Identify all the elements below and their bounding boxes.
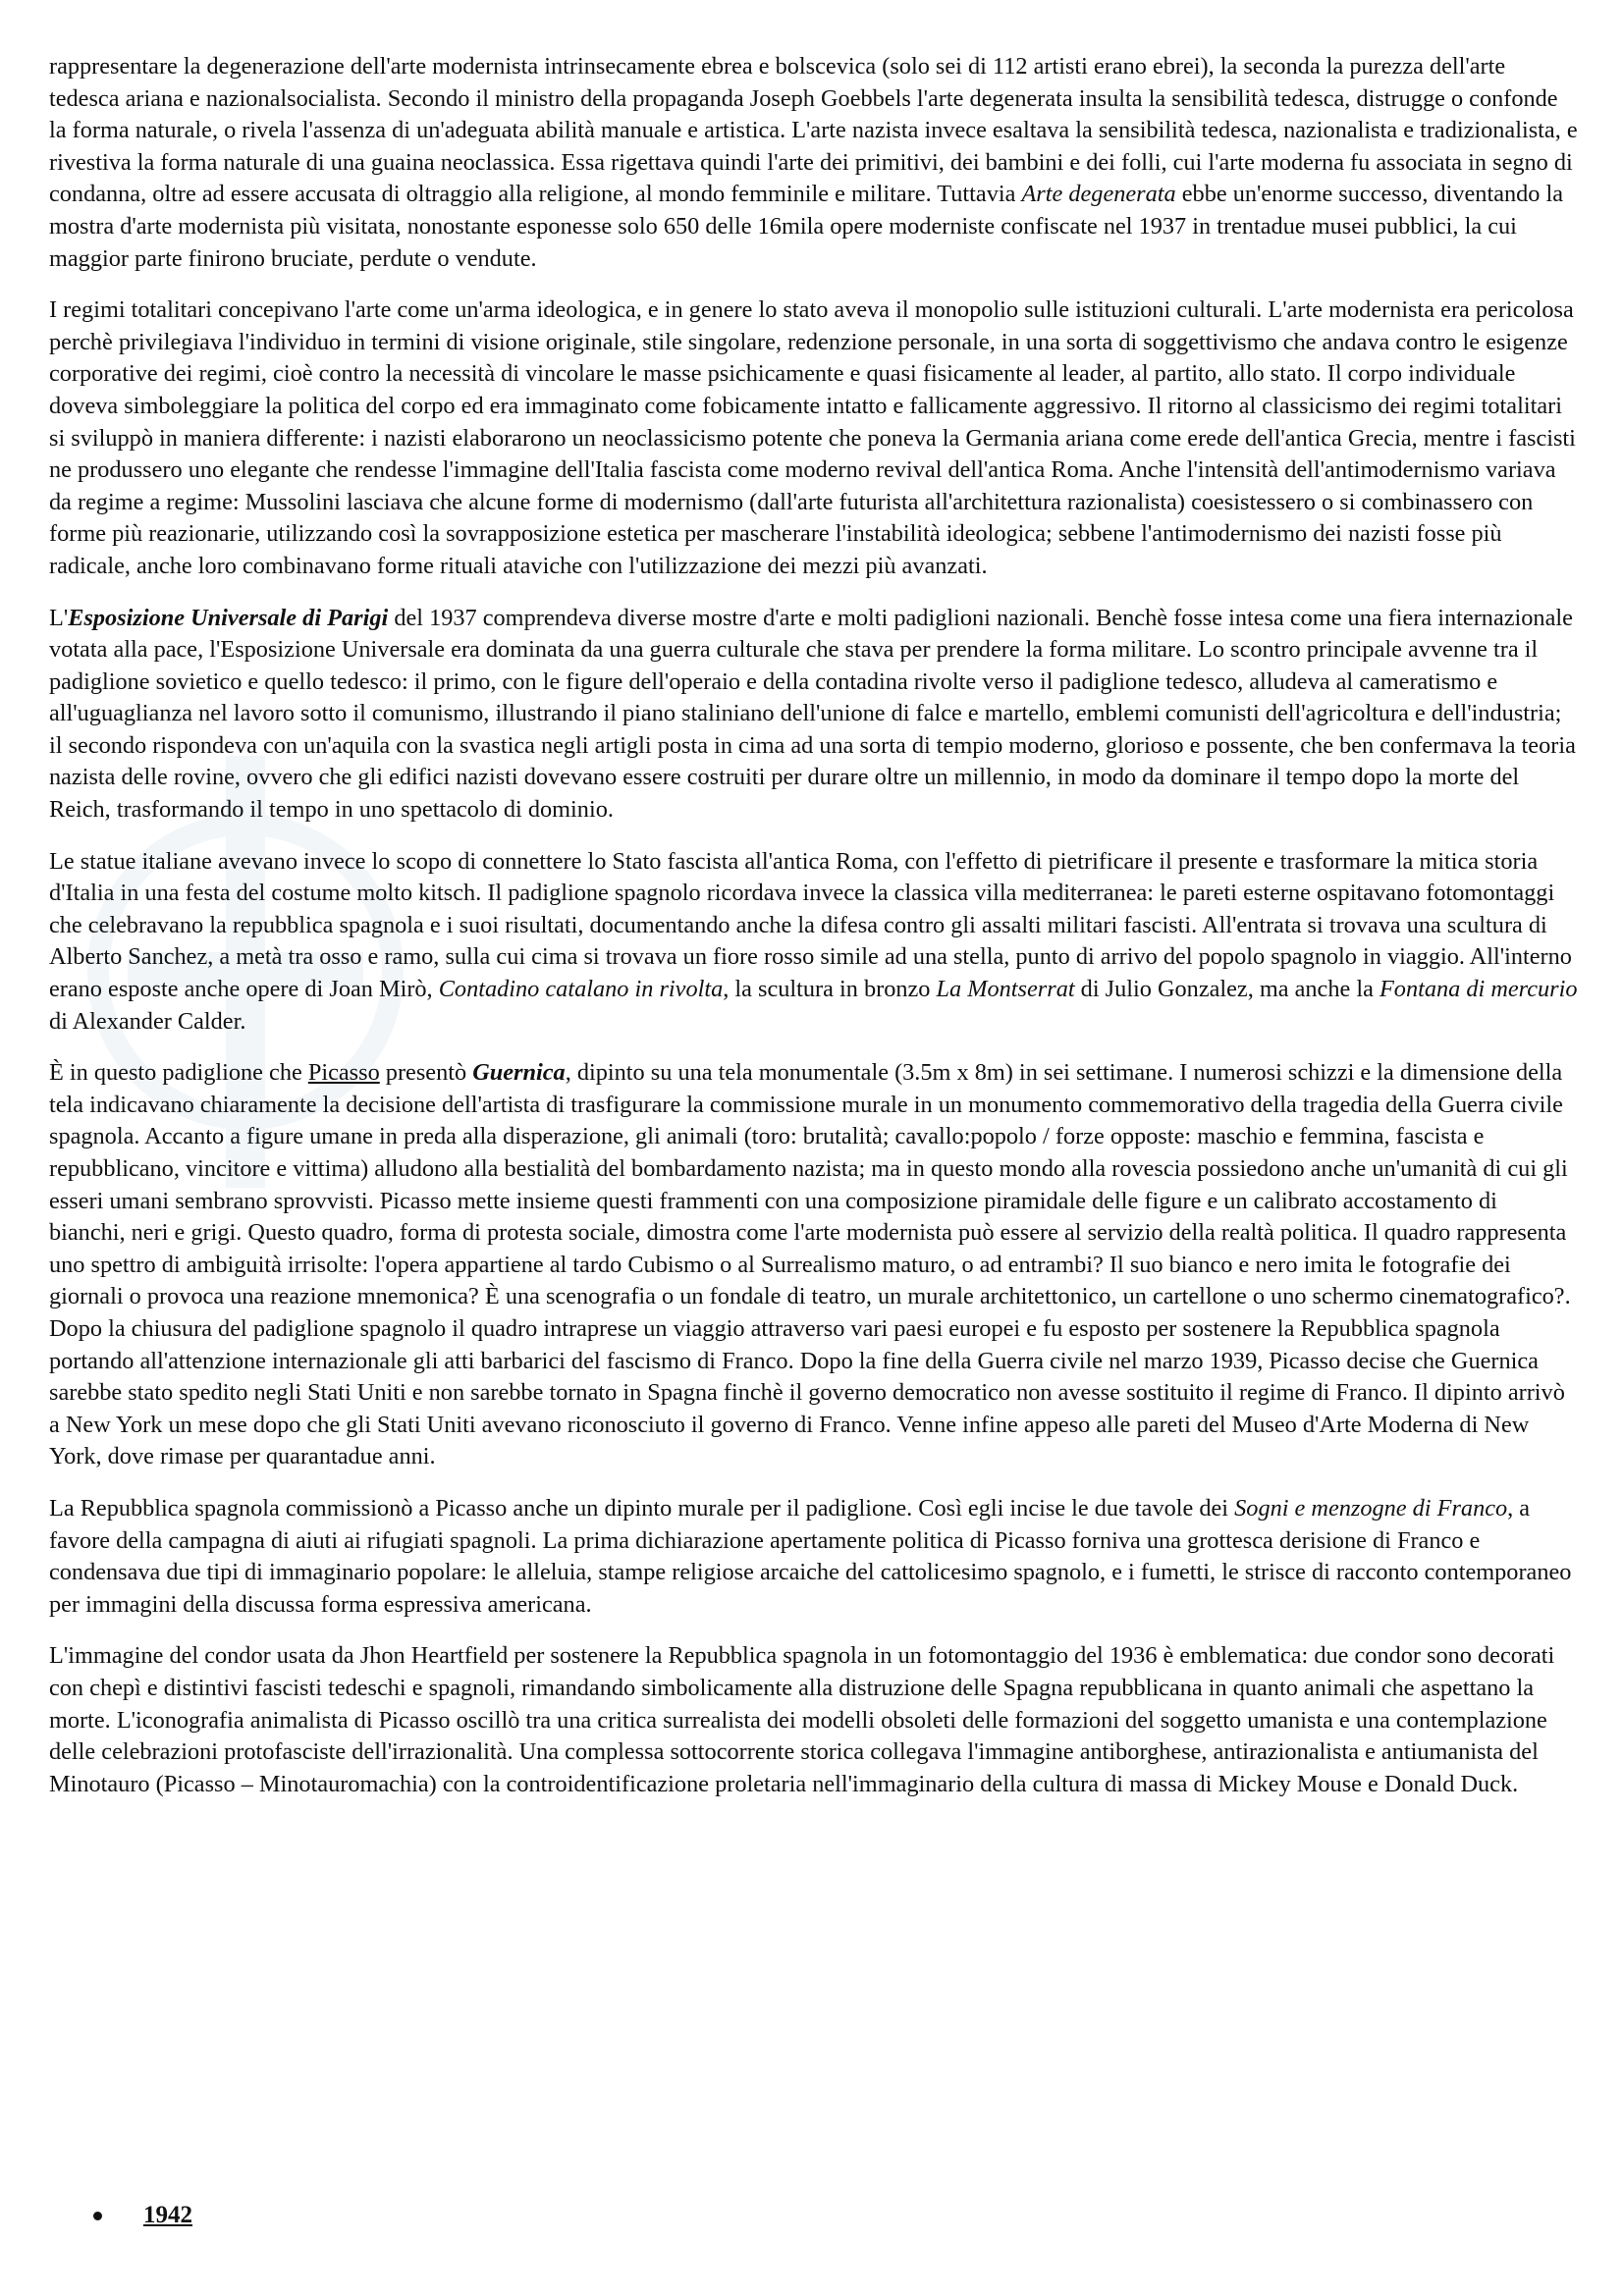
text-run: rappresentare la degenerazione dell'arte modernista intrinsecamente ebrea e bolscevica (solo sei di 112 artisti erano ebrei), la seconda la purezza dell'arte tedesca ariana e nazionalsocialista. Secondo il ministro della propaganda Joseph Goebbels l'arte degenerata insulta la sensibilità tedesca, distrugge o confonde la forma naturale, o rivela l'assenza di un'adeguata abilità manuale e artistica. L'arte nazista invece esaltava la sensibilità tedesca, nazionalista e tradizionalista, e rivestiva la forma naturale di una guaina neoclassica. Essa rigettava quindi l'arte dei primitivi, dei bambini e dei folli, cui l'arte moderna fu associata in segno di condanna, oltre ad essere accusata di oltraggio alla religione, al mondo femminile e militare. Tuttavia — [49, 53, 1578, 208]
emphasized-text: La Montserrat — [936, 976, 1075, 1003]
emphasized-text: Arte degenerata — [1021, 181, 1176, 208]
bullet-list-item — [93, 2202, 192, 2229]
text-run: È in questo padiglione che — [49, 1059, 308, 1087]
emphasized-text: Esposizione Universale di Parigi — [68, 604, 389, 631]
text-run: presentò — [379, 1059, 473, 1087]
text-run: di Julio Gonzalez, ma anche la — [1074, 976, 1380, 1003]
text-run: ebbe un'enorme successo, diventando la mostra d'arte modernista più visitata, nonostante esponesse solo 650 delle 16mila opere moderniste confiscate nel 1937 in trentadue musei pubblici, la cui maggior parte finirono bruciate, perdute o vendute. — [49, 181, 1564, 272]
paragraph — [49, 1640, 1579, 1800]
text-run: , dipinto su una tela monumentale (3.5m x 8m) in sei settimane. I numerosi schizzi e la dimensione della tela indicavano chiaramente la decisione dell'artista di trasfigurare la commissione murale in un monumento commemorativo della tragedia della Guerra civile spagnola. Accanto a figure umane in preda alla disperazione, gli animali (toro: brutalità; cavallo:popolo / forze opposte: maschio e femmina, fascista e repubblicano, vincitore e vittima) alludono alla bestialità del bombardamento nazista; ma in questo mondo alla rovescia possiedono anche un'umanità di cui gli esseri umani sembrano sprovvisti. Picasso mette insieme questi frammenti con una composizione piramidale delle figure e un calibrato accostamento di bianchi, neri e grigi. Questo quadro, forma di protesta sociale, dimostra come l'arte modernista può essere al servizio della realtà politica. Il quadro rappresenta uno spettro di ambiguità irrisolte: l'opera appartiene al tardo Cubismo o al Surrealismo maturo, o ad entrambi? Il suo bianco e nero imita le fotografie dei giornali o provoca una reazione mnemonica? È una scenografia o un fondale di teatro, un murale architettonico, un cartellone o uno schermo cinematografico?. Dopo la chiusura del padiglione spagnolo il quadro intraprese un viaggio attraverso vari paesi europei e fu esposto per sostenere la Repubblica spagnola portando all'attenzione internazionale gli atti barbarici del fascismo di Franco. Dopo la fine della Guerra civile nel marzo 1939, Picasso decise che Guernica sarebbe stato spedito negli Stati Uniti e non sarebbe tornato in Spagna finchè il governo democratico non avesse sostituito il regime di Franco. Il dipinto arrivò a New York un mese dopo che gli Stati Uniti avevano riconosciuto il governo di Franco. Venne infine appeso alle pareti del Museo d'Arte Moderna di New York, dove rimase per quarantadue anni. — [49, 1059, 1571, 1470]
paragraph — [49, 1493, 1579, 1621]
paragraph — [49, 603, 1579, 827]
emphasized-text: Contadino catalano in rivolta — [438, 976, 724, 1003]
text-run: , a favore della campagna di aiuti ai rifugiati spagnoli. La prima dichiarazione apertamente politica di Picasso forniva una grottesca derisione di Franco e condensava due tipi di immaginario popolare: le alleluia, stampe religiose arcaiche del cattolicesimo spagnolo, e i fumetti, le strisce di racconto contemporaneo per immagini della discussa forma espressiva americana. — [49, 1494, 1572, 1618]
paragraph — [49, 294, 1579, 582]
text-run: L' — [49, 604, 69, 631]
emphasized-text: Fontana di mercurio — [1379, 976, 1578, 1003]
emphasized-text: Sogni e menzogne di Franco — [1234, 1494, 1508, 1522]
paragraph — [49, 51, 1579, 275]
text-run: di Alexander Calder. — [49, 1007, 246, 1035]
text-run: Le statue italiane avevano invece lo scopo di connettere lo Stato fascista all'antica Roma, con l'effetto di pietrificare il presente e trasformare la mitica storia d'Italia in una festa del costume molto kitsch. Il padiglione spagnolo ricordava invece la classica villa mediterranea: le pareti esterne ospitavano fotomontaggi che celebravano la repubblica spagnola e i suoi risultati, documentando anche la difesa contro gli assalti militari fascisti. All'entrata si trovava una scultura di Alberto Sanchez, a metà tra osso e ramo, sulla cui cima si trovava un fiore rosso simile ad una stella, punto di arrivo del popolo spagnolo in viaggio. All'interno erano esposte anche opere di Joan Mirò, — [49, 847, 1572, 1003]
text-run: , la scultura in bronzo — [723, 976, 937, 1003]
text-run: La Repubblica spagnola commissionò a Picasso anche un dipinto murale per il padiglione. Così egli incise le due tavole dei — [49, 1494, 1235, 1522]
document-body — [49, 51, 1579, 1820]
emphasized-text: Picasso — [307, 1059, 380, 1087]
paragraph — [49, 846, 1579, 1039]
bullet-icon — [93, 2212, 102, 2220]
paragraph — [49, 1057, 1579, 1473]
emphasized-text: Guernica — [472, 1059, 566, 1087]
text-run: del 1937 comprendeva diverse mostre d'arte e molti padiglioni nazionali. Benchè fosse intesa come una fiera internazionale votata alla pace, l'Esposizione Universale era dominata da una guerra culturale che stava per prendere la forma militare. Lo scontro principale avvenne tra il padiglione sovietico e quello tedesco: il primo, con le figure dell'operaio e della contadina rivolte verso il padiglione tedesco, alludeva al cameratismo e all'uguaglianza nel lavoro sotto il comunismo, illustrando il piano staliniano dell'unione di falce e martello, emblemi comunisti dell'agricoltura e dell'industria; il secondo rispondeva con un'aquila con la svastica negli artigli posta in cima ad una sorta di tempio moderno, glorioso e possente, che ben confermava la teoria nazista delle rovine, ovvero che gli edifici nazisti dovevano essere costruiti per durare oltre un millennio, in modo da dominare il tempo dopo la morte del Reich, trasformando il tempo in uno spettacolo di dominio. — [49, 604, 1576, 824]
bullet-heading: 1942 — [143, 2202, 192, 2228]
text-run: I regimi totalitari concepivano l'arte come un'arma ideologica, e in genere lo stato aveva il monopolio sulle istituzioni culturali. L'arte modernista era pericolosa perchè privilegiava l'individuo in termini di visione originale, stile singolare, redenzione personale, in una sorta di soggettivismo che andava contro le esigenze corporative dei regimi, cioè contro la necessità di vincolare le masse psichicamente e quasi fisicamente al leader, al partito, allo stato. Il corpo individuale doveva simboleggiare la politica del corpo ed era immaginato come fobicamente intatto e fallicamente aggressivo. Il ritorno al classicismo dei regimi totalitari si sviluppò in maniera differente: i nazisti elaborarono un neoclassicismo potente che poneva la Germania ariana come erede dell'antica Grecia, mentre i fascisti ne produssero uno elegante che rendesse l'immagine dell'Italia fascista come moderno revival dell'antica Roma. Anche l'intensità dell'antimodernismo variava da regime a regime: Mussolini lasciava che alcune forme di modernismo (dall'arte futurista all'architettura razionalista) coesistessero o si combinassero con forme più reazionarie, utilizzando così la sovrapposizione estetica per mascherare l'instabilità ideologica; sebbene l'antimodernismo dei nazisti fosse più radicale, anche loro combinavano forme rituali ataviche con l'utilizzazione dei mezzi più avanzati. — [49, 296, 1576, 579]
text-run: L'immagine del condor usata da Jhon Heartfield per sostenere la Repubblica spagnola in un fotomontaggio del 1936 è emblematica: due condor sono decorati con chepì e distintivi fascisti tedeschi e spagnoli, rimandando simbolicamente alla distruzione delle Spagna repubblicana in quanto animali che aspettano la morte. L'iconografia animalista di Picasso oscillò tra una critica surrealista dei modelli obsoleti delle formazioni del soggetto umanista e una contemplazione delle celebrazioni protofasciste dell'irrazionalità. Una complessa sottocorrente storica collegava l'immagine antiborghese, antirazionalista e antiumanista del Minotauro (Picasso – Minotauromachia) con la controidentificazione proletaria nell'immaginario della cultura di massa di Mickey Mouse e Donald Duck. — [49, 1642, 1555, 1797]
